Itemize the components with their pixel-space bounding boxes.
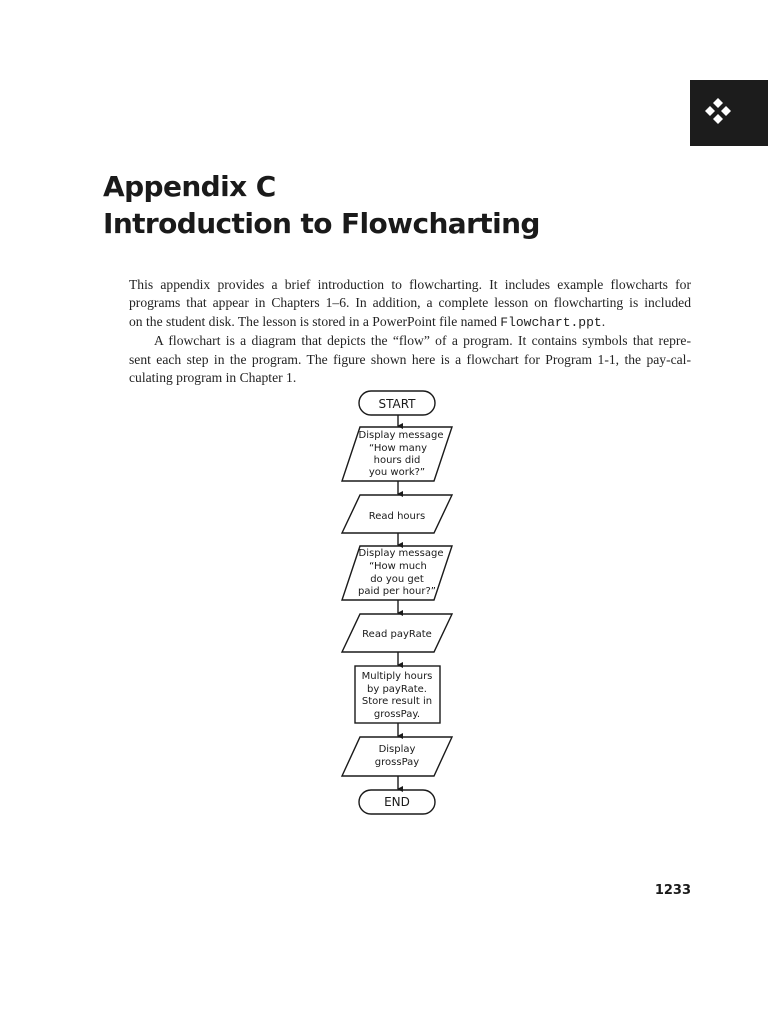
step1-line: Display message (358, 430, 444, 441)
title-line-1: Appendix C (103, 170, 276, 203)
step3-line: paid per hour?” (358, 586, 436, 597)
paragraph-2-line-2: sent each step in the program. The figure shown here is a flowchart for Program 1-1, the pay-cal- (129, 351, 691, 367)
step1-line: you work?” (368, 467, 426, 478)
step3-line: “How much (369, 561, 427, 572)
paragraph-2-line-1: A flowchart is a diagram that depicts the “flow” of a program. It contains symbols that repre- (154, 333, 691, 349)
paragraph-1-line-1: This appendix provides a brief introduction to flowcharting. It includes example flowcharts for (129, 277, 691, 292)
step6-line: grossPay (374, 757, 420, 768)
paragraph-2-line-3: culating program in Chapter 1. (129, 370, 297, 386)
page-number: 1233 (654, 883, 691, 898)
step1-line: “How many (369, 443, 427, 454)
paragraph-1-line-3-end: . (601, 313, 606, 329)
step3-line: Display message (358, 548, 444, 559)
file-name-code: Flowchart.ppt (500, 314, 602, 330)
paragraph-1-line-2: programs that appear in Chapters 1–6. In addition, a complete lesson on flowcharting is included (129, 295, 691, 311)
start-label: START (378, 397, 416, 411)
step5-line: Store result in (361, 696, 433, 707)
step5-line: grossPay. (373, 709, 421, 720)
end-label: END (384, 795, 410, 809)
step2-line: Read hours (368, 511, 426, 522)
paragraph-1-line-3-text: on the student disk. The lesson is stored in a PowerPoint file named (129, 313, 501, 329)
step1-line: hours did (373, 455, 421, 466)
step6-line: Display (378, 744, 416, 755)
step4-line: Read payRate (362, 629, 432, 640)
step3-line: do you get (370, 574, 424, 585)
title-line-2: Introduction to Flowcharting (103, 207, 540, 240)
step5-line: Multiply hours (361, 671, 433, 682)
step5-line: by payRate. (367, 684, 427, 695)
